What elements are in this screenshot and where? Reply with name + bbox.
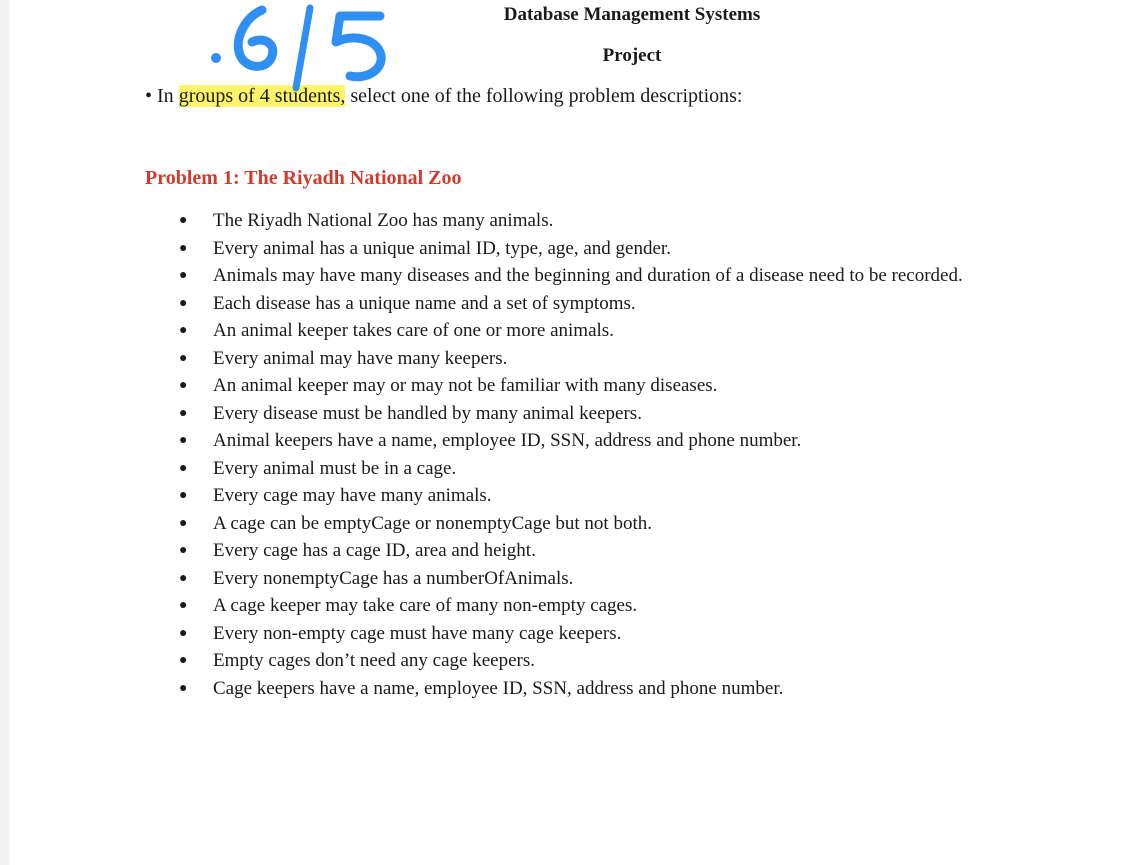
handwritten-grade-annotation	[204, 0, 414, 92]
grade-dot	[211, 53, 221, 63]
list-item-text: A cage keeper may take care of many non-empty cages.	[213, 595, 638, 616]
bullet-icon: ●	[179, 515, 188, 531]
bullet-icon: ●	[179, 543, 188, 558]
list-item-text: Every non-empty cage must have many cage keepers.	[213, 622, 622, 644]
bullet-icon: ●	[179, 323, 188, 338]
list-item-text: An animal keeper may or may not be familiar with many diseases.	[213, 375, 718, 396]
list-item-text: Animals may have many diseases and the beginning and duration of a disease need to be recorded.	[213, 265, 963, 286]
bullet-icon: ●	[179, 433, 188, 448]
highlighted-text: groups of 4 students,	[178, 85, 346, 107]
list-item-text: Each disease has a unique name and a set of symptoms.	[213, 292, 636, 314]
list-item-text: Cage keepers have a name, employee ID, SSN, address and phone number.	[213, 677, 784, 699]
bullet-icon: ●	[179, 378, 188, 393]
bullet-icon: ●	[179, 488, 188, 503]
list-item-text: Every animal has a unique animal ID, type, age, and gender.	[213, 237, 671, 259]
bullet-icon: ●	[179, 653, 188, 668]
list-item-text: Every disease must be handled by many animal keepers.	[213, 402, 642, 424]
bullet-icon: ●	[179, 680, 188, 696]
list-item-text: Every animal may have many keepers.	[213, 347, 508, 369]
document-page	[9, 0, 1145, 865]
intro-prefix: In	[157, 85, 179, 107]
list-item-text: Every nonemptyCage has a numberOfAnimals.	[213, 567, 574, 589]
document-subtitle: Project	[602, 45, 662, 66]
list-item-text: Animal keepers have a name, employee ID, SSN, address and phone number.	[213, 430, 802, 451]
bullet-icon: ●	[179, 268, 188, 283]
list-item-text: A cage can be emptyCage or nonemptyCage but not both.	[213, 512, 652, 534]
grade-digit-6	[238, 10, 273, 66]
bullet-icon: ●	[179, 570, 188, 586]
bullet-icon: ●	[179, 213, 188, 228]
list-item-text: An animal keeper takes care of one or more animals.	[213, 320, 614, 341]
list-item-text: The Riyadh National Zoo has many animals.	[213, 210, 554, 231]
intro-bullet: •	[145, 85, 153, 107]
bullet-icon: ●	[179, 350, 188, 366]
bullet-icon: ●	[179, 295, 188, 311]
list-item-text: Every cage has a cage ID, area and height.	[213, 540, 536, 561]
list-item-text: Every cage may have many animals.	[213, 485, 492, 506]
document-title: Database Management Systems	[503, 4, 761, 25]
list-item-text: Every animal must be in a cage.	[213, 457, 457, 479]
bullet-icon: ●	[179, 460, 188, 476]
grade-slash	[296, 8, 310, 88]
list-item-text: Empty cages don’t need any cage keepers.	[213, 650, 535, 671]
intro-suffix: select one of the following problem descriptions:	[345, 85, 743, 107]
bullet-icon: ●	[179, 598, 188, 613]
grade-digit-5	[336, 16, 381, 77]
bullet-icon: ●	[179, 240, 188, 256]
bullet-icon: ●	[179, 625, 188, 641]
bullet-icon: ●	[179, 405, 188, 421]
problem-heading: Problem 1: The Riyadh National Zoo	[145, 167, 462, 189]
